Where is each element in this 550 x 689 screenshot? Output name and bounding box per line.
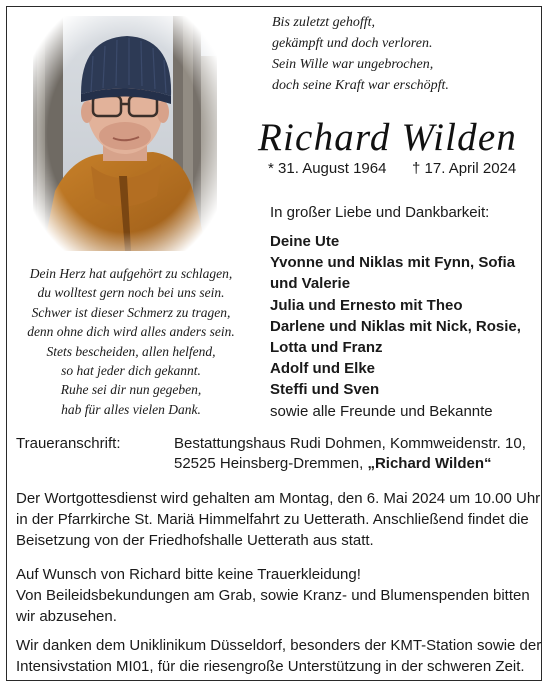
- poem-top: [272, 12, 532, 96]
- mourners-intro: In großer Liebe und Dankbarkeit:: [270, 204, 490, 221]
- poem-left-line: Ruhe sei dir nun gegeben,: [60, 382, 202, 398]
- death-date: † 17. April 2024: [412, 160, 517, 177]
- address-city: 52525 Heinsberg-Dremmen,: [174, 455, 368, 472]
- poem-top-line: Bis zuletzt gehofft,: [272, 15, 376, 30]
- poem-left-line: du wolltest gern noch bei uns sein.: [37, 285, 225, 301]
- poem-left-line: so hat jeder dich gekannt.: [61, 363, 201, 379]
- mourners-list: [270, 231, 545, 422]
- poem-left: [10, 264, 252, 419]
- paragraph-line: Intensivstation MI01, für die riesengroße Unterstützung in der schweren Zeit.: [16, 658, 525, 675]
- paragraph-line: Wir danken dem Uniklinikum Düsseldorf, besonders der KMT-Station sowie der: [16, 637, 542, 654]
- life-dates: [268, 159, 540, 179]
- poem-top-line: gekämpft und doch verloren.: [272, 36, 433, 51]
- mourner-line: Adolf und Elke: [270, 360, 375, 378]
- poem-left-line: denn ohne dich wird alles anders sein.: [27, 324, 235, 340]
- mourner-line: Lotta und Franz: [270, 339, 383, 357]
- address-line-2: [174, 454, 491, 474]
- poem-left-line: Dein Herz hat aufgehört zu schlagen,: [29, 266, 233, 281]
- poem-top-line: Sein Wille war ungebrochen,: [272, 57, 434, 72]
- thanks-paragraph: [16, 635, 548, 677]
- paragraph-line: wir abzusehen.: [16, 608, 117, 625]
- mourner-line: Yvonne und Niklas mit Fynn, Sofia: [270, 254, 516, 272]
- deceased-name: Richard Wilden: [258, 116, 518, 159]
- mourner-line: und Valerie: [270, 275, 351, 293]
- mourner-line: Deine Ute: [270, 233, 340, 250]
- mourner-line: Steffi und Sven: [270, 381, 380, 399]
- poem-top-line: doch seine Kraft war erschöpft.: [272, 78, 449, 93]
- mourner-line: Darlene und Niklas mit Nick, Rosie,: [270, 317, 521, 335]
- address-line-1: Bestattungshaus Rudi Dohmen, Kommweidenstr. 10,: [174, 435, 526, 452]
- paragraph-line: Von Beileidsbekundungen am Grab, sowie Kranz- und Blumenspenden bitten: [16, 587, 530, 604]
- paragraph-line: Beisetzung von der Friedhofshalle Uetterath aus statt.: [16, 532, 374, 549]
- paragraph-line: Der Wortgottesdienst wird gehalten am Montag, den 6. Mai 2024 um 10.00 Uhr: [16, 490, 541, 507]
- wishes-paragraph: [16, 564, 548, 627]
- portrait-photo: [33, 16, 217, 251]
- paragraph-line: in der Pfarrkirche St. Mariä Himmelfahrt zu Uetterath. Anschließend findet die: [16, 511, 529, 528]
- address-label: Traueranschrift:: [16, 435, 121, 452]
- poem-left-line: Schwer ist dieser Schmerz zu tragen,: [31, 304, 231, 320]
- service-paragraph: [16, 488, 548, 551]
- birth-date: * 31. August 1964: [268, 160, 387, 177]
- poem-left-line: hab für alles vielen Dank.: [61, 401, 201, 417]
- mourners-closing: sowie alle Freunde und Bekannte: [270, 402, 493, 420]
- paragraph-line: Auf Wunsch von Richard bitte keine Trauerkleidung!: [16, 566, 361, 583]
- mourner-line: Julia und Ernesto mit Theo: [270, 296, 463, 314]
- poem-left-line: Stets bescheiden, allen helfend,: [46, 343, 216, 359]
- address-reference: „Richard Wilden“: [367, 455, 492, 472]
